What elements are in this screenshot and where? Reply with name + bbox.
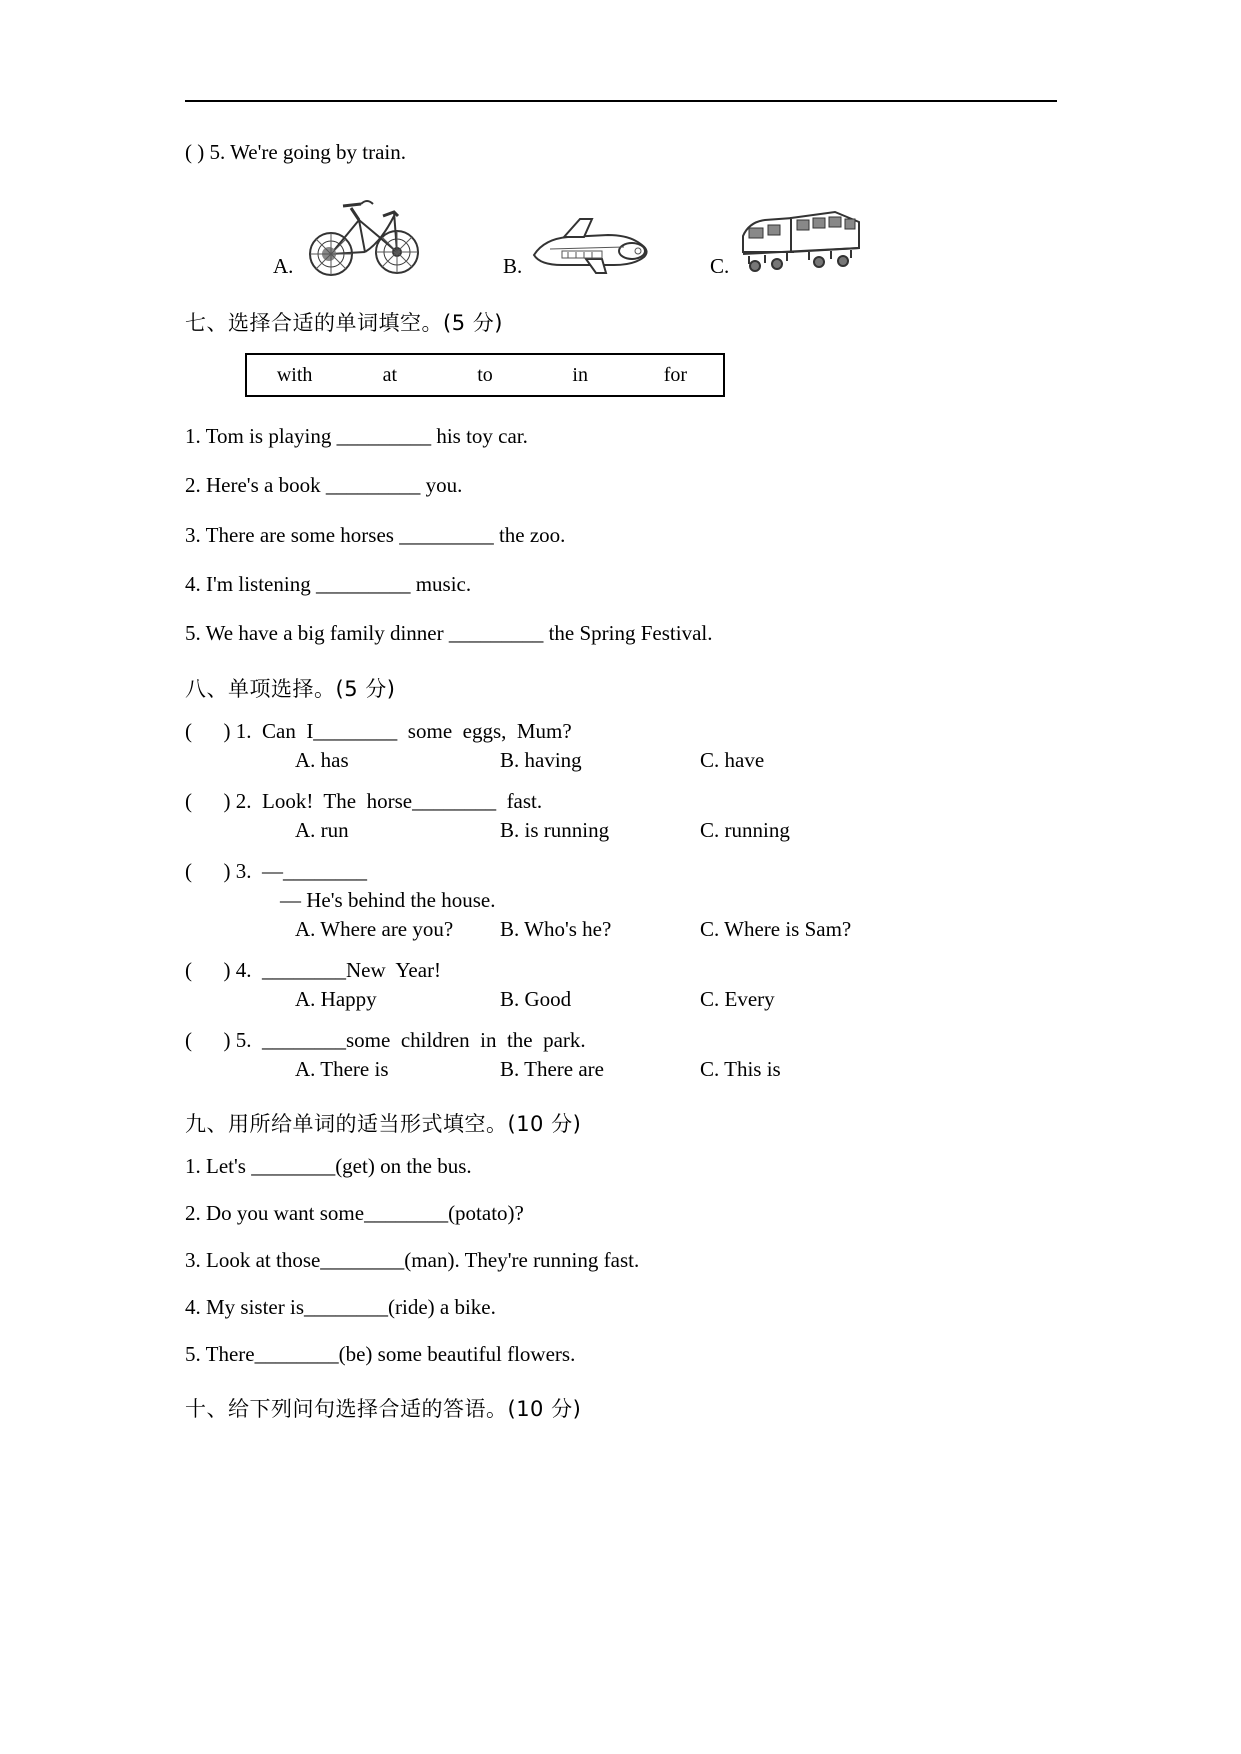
- page-content: [185, 140, 1065, 1439]
- word-bank-item-0: with: [276, 363, 313, 386]
- section-8-question-stem: ( ) 1. Can I________ some eggs, Mum?: [185, 719, 572, 744]
- option-c[interactable]: C. Where is Sam?: [700, 917, 852, 942]
- option-c[interactable]: C. Every: [700, 987, 775, 1012]
- section-8-options[interactable]: [185, 917, 1065, 942]
- section-9-heading: 九、用所给单词的适当形式填空。(10 分): [185, 1112, 582, 1137]
- airplane-icon: [528, 211, 658, 281]
- section-8-question-stem: ( ) 3. —________: [185, 859, 367, 884]
- word-bank-item-2: to: [477, 363, 493, 386]
- section-9-item: 1. Let's ________(get) on the bus.: [185, 1154, 472, 1179]
- section-8-question-stem: ( ) 5. ________some children in the park.: [185, 1028, 586, 1053]
- section-7-item: 1. Tom is playing _________ his toy car.: [185, 424, 528, 448]
- section-7-item: 3. There are some horses _________ the zoo.: [185, 522, 566, 547]
- bicycle-icon: [299, 186, 429, 281]
- section-7-item: 4. I'm listening _________ music.: [185, 571, 472, 596]
- section-8-question-stem: ( ) 2. Look! The horse________ fast.: [185, 789, 543, 814]
- section-8-question-stem: ( ) 4. ________New Year!: [185, 958, 442, 983]
- section-7-heading: 七、选择合适的单词填空。(5 分): [185, 311, 503, 335]
- listening-options-row: [185, 171, 1065, 281]
- option-a[interactable]: A. Happy: [295, 987, 377, 1012]
- header-rule: [185, 100, 1057, 102]
- listening-option-c[interactable]: [710, 206, 865, 281]
- section-8-question-answer-line: — He's behind the house.: [280, 888, 496, 913]
- option-b[interactable]: B. Who's he?: [500, 917, 612, 942]
- section-7-item: 5. We have a big family dinner _________ the Spring Festival.: [185, 621, 713, 646]
- word-bank-item-3: in: [572, 363, 588, 386]
- listening-question-5: ( ) 5. We're going by train.: [185, 140, 406, 164]
- section-10-heading: 十、给下列问句选择合适的答语。(10 分): [185, 1397, 582, 1422]
- train-icon: [735, 206, 865, 281]
- option-a[interactable]: A. There is: [295, 1057, 389, 1082]
- option-c-label: C.: [710, 254, 730, 278]
- option-b[interactable]: B. is running: [500, 818, 610, 843]
- section-8-options[interactable]: [185, 748, 1065, 773]
- section-8-heading: 八、单项选择。(5 分): [185, 677, 396, 702]
- option-b[interactable]: B. having: [500, 748, 582, 773]
- section-9-item: 2. Do you want some________(potato)?: [185, 1201, 524, 1226]
- option-c[interactable]: C. have: [700, 748, 765, 773]
- option-b[interactable]: B. Good: [500, 987, 572, 1012]
- option-c[interactable]: C. running: [700, 818, 790, 843]
- section-9-item: 3. Look at those________(man). They're running fast.: [185, 1248, 640, 1273]
- option-b[interactable]: B. There are: [500, 1057, 604, 1082]
- section-9-item: 5. There________(be) some beautiful flowers.: [185, 1342, 576, 1367]
- section-8-options[interactable]: [185, 987, 1065, 1012]
- section-8-options[interactable]: [185, 818, 1065, 843]
- word-bank-item-4: for: [663, 363, 688, 386]
- word-bank: [245, 353, 725, 397]
- option-a[interactable]: A. Where are you?: [295, 917, 454, 942]
- option-b-label: B.: [503, 254, 523, 278]
- option-c[interactable]: C. This is: [700, 1057, 781, 1082]
- option-a-label: A.: [273, 254, 294, 278]
- section-7-item: 2. Here's a book _________ you.: [185, 473, 463, 498]
- section-9-item: 4. My sister is________(ride) a bike.: [185, 1295, 496, 1320]
- option-a[interactable]: A. has: [295, 748, 349, 773]
- option-a[interactable]: A. run: [295, 818, 349, 843]
- section-8-options[interactable]: [185, 1057, 1065, 1082]
- word-bank-item-1: at: [382, 363, 398, 386]
- listening-option-b[interactable]: [503, 211, 658, 281]
- listening-option-a[interactable]: [273, 186, 429, 281]
